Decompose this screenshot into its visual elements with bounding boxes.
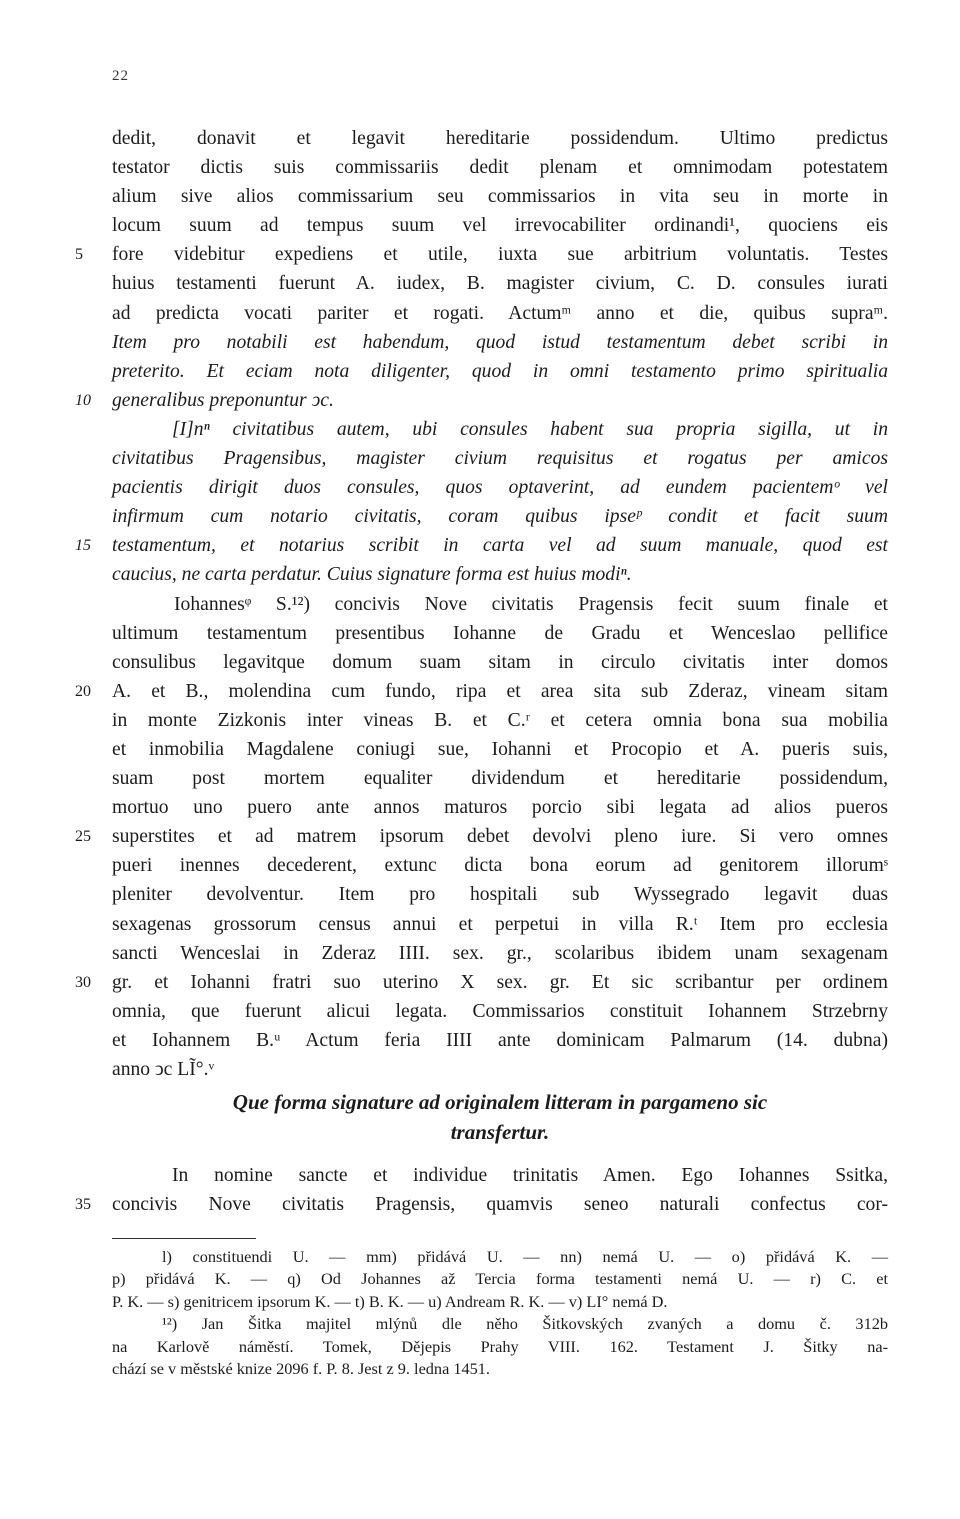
footnote-line: p) přidává K. — q) Od Johannes až Tercia forma testamenti nemá U. — r) C. et xyxy=(112,1269,888,1289)
footnotes xyxy=(112,1246,888,1380)
line-number: 5 xyxy=(75,246,83,264)
text-line xyxy=(112,182,888,211)
text-line xyxy=(75,968,888,997)
line-text: locum suum ad tempus suum vel irrevocabiliter ordinandi¹, quociens eis xyxy=(112,215,888,237)
main-text xyxy=(75,124,888,1084)
text-line xyxy=(75,1190,888,1219)
line-number: 35 xyxy=(75,1196,91,1214)
line-text: In nomine sancte et individue trinitatis Amen. Ego Iohannes Ssitka, xyxy=(172,1165,888,1186)
text-line xyxy=(112,706,888,735)
text-line xyxy=(112,997,888,1026)
footnote-line: ¹²) Jan Šitka majitel mlýnů dle něho Šitkovských zvaných a domu č. 312b xyxy=(162,1314,888,1334)
second-text-block xyxy=(75,1161,888,1219)
text-line xyxy=(112,619,888,648)
footnote-divider xyxy=(112,1238,256,1239)
line-text: caucius, ne carta perdatur. Cuius signature forma est huius modiⁿ. xyxy=(112,564,632,586)
footnote-line: chází se v městské knize 2096 f. P. 8. Jest z 9. ledna 1451. xyxy=(112,1358,491,1378)
text-line xyxy=(112,1161,888,1190)
line-number: 25 xyxy=(75,828,91,846)
line-number: 20 xyxy=(75,682,91,700)
text-line xyxy=(112,939,888,968)
line-text: sancti Wenceslai in Zderaz IIII. sex. gr., scolaribus ibidem unam sexagenam xyxy=(112,942,888,964)
line-text: Item pro notabili est habendum, quod istud testamentum debet scribi in xyxy=(112,331,888,353)
text-line xyxy=(112,473,888,502)
text-line xyxy=(112,590,888,619)
line-text: infirmum cum notario civitatis, coram quibus ipseᵖ condit et facit suum xyxy=(112,506,888,528)
text-line xyxy=(75,677,888,706)
line-text: suam post mortem equaliter dividendum et hereditarie possidendum, xyxy=(112,768,888,790)
line-text: et Iohannem B.ᵘ Actum feria IIII ante dominicam Palmarum (14. dubna) xyxy=(112,1029,888,1051)
line-number: 30 xyxy=(75,973,91,991)
text-line xyxy=(112,502,888,531)
line-text: mortuo uno puero ante annos maturos porcio sibi legata ad alios pueros xyxy=(112,797,888,819)
heading-line: transfertur. xyxy=(450,1120,550,1144)
line-text: superstites et ad matrem ipsorum debet devolvi pleno iure. Si vero omnes xyxy=(112,826,888,848)
line-text: alium sive alios commissarium seu commissarios in vita seu in morte in xyxy=(112,186,888,208)
text-line xyxy=(112,1026,888,1055)
text-line xyxy=(75,240,888,269)
line-text: Iohannesᵠ S.¹²) concivis Nove civitatis Pragensis fecit suum finale et xyxy=(174,593,888,615)
text-line xyxy=(112,269,888,298)
text-line xyxy=(112,793,888,822)
line-text: et inmobilia Magdalene coniugi sue, Iohanni et Procopio et A. pueris suis, xyxy=(112,738,888,760)
text-line xyxy=(112,648,888,677)
line-text: testamentum, et notarius scribit in carta vel ad suum manuale, quod est xyxy=(112,535,888,557)
text-line xyxy=(112,735,888,764)
line-text: in monte Zizkonis inter vineas B. et C.ʳ et cetera omnia bona sua mobilia xyxy=(112,709,888,731)
text-line xyxy=(112,328,888,357)
text-line xyxy=(112,153,888,182)
line-text: [I]nⁿ civitatibus autem, ubi consules habent sua propria sigilla, ut in xyxy=(172,418,888,440)
line-text: pueri inennes decederent, extunc dicta bona eorum ad genitorem illorumˢ xyxy=(112,855,888,877)
line-text: huius testamenti fuerunt A. iudex, B. magister civium, C. D. consules iurati xyxy=(112,273,888,295)
text-line xyxy=(112,910,888,939)
footnote-line: P. K. — s) genitricem ipsorum K. — t) B. K. — u) Andream R. K. — v) LI° nemá D. xyxy=(112,1291,668,1311)
line-number: 10 xyxy=(75,391,91,409)
footnote-line: na Karlově náměstí. Tomek, Dějepis Prahy VIII. 162. Testament J. Šitky na- xyxy=(112,1336,888,1356)
line-text: civitatibus Pragensibus, magister civium requisitus et rogatus per amicos xyxy=(112,448,888,470)
line-text: concivis Nove civitatis Pragensis, quamvis seneo naturali confectus cor- xyxy=(112,1194,888,1216)
text-line xyxy=(112,124,888,153)
text-line xyxy=(112,560,888,589)
text-line xyxy=(112,764,888,793)
text-line xyxy=(112,1055,888,1084)
heading-line: Que forma signature ad originalem litteram in pargameno sic xyxy=(232,1090,768,1114)
text-line xyxy=(112,415,888,444)
text-line xyxy=(75,531,888,560)
line-text: ultimum testamentum presentibus Iohanne de Gradu et Wenceslao pellifice xyxy=(112,622,888,644)
text-line xyxy=(112,299,888,328)
line-text: preterito. Et eciam nota diligenter, quod in omni testamento primo spiritualia xyxy=(112,360,888,382)
section-heading xyxy=(112,1087,888,1147)
line-text: ad predicta vocati pariter et rogati. Actumᵐ anno et die, quibus supraᵐ. xyxy=(112,302,888,324)
line-text: pacientis dirigit duos consules, quos optaverint, ad eundem pacientemᵒ vel xyxy=(112,477,888,499)
line-text: testator dictis suis commissariis dedit plenam et omnimodam potestatem xyxy=(112,157,888,179)
line-text: A. et B., molendina cum fundo, ripa et area sita sub Zderaz, vineam sitam xyxy=(112,680,888,702)
text-line xyxy=(112,851,888,880)
line-text: gr. et Iohanni fratri suo uterino X sex. gr. Et sic scribantur per ordinem xyxy=(112,971,888,993)
text-line xyxy=(112,880,888,909)
text-line xyxy=(112,211,888,240)
text-line xyxy=(112,357,888,386)
line-text: generalibus preponuntur ↄc. xyxy=(112,389,334,411)
text-line xyxy=(112,444,888,473)
line-number: 15 xyxy=(75,537,91,555)
line-text: dedit, donavit et legavit hereditarie possidendum. Ultimo predictus xyxy=(112,128,888,149)
line-text: pleniter devolventur. Item pro hospitali sub Wyssegrado legavit duas xyxy=(112,884,888,906)
text-line xyxy=(75,822,888,851)
line-text: fore videbitur expediens et utile, iuxta sue arbitrium voluntatis. Testes xyxy=(112,244,888,266)
line-text: sexagenas grossorum census annui et perpetui in villa R.ᵗ Item pro ecclesia xyxy=(112,913,888,935)
line-text: anno ↄc LĨ°.ᵛ xyxy=(112,1059,215,1080)
line-text: omnia, que fuerunt alicui legata. Commissarios constituit Iohannem Strzebrny xyxy=(112,1000,888,1022)
footnote-line: l) constituendi U. — mm) přidává U. — nn) nemá U. — o) přidává K. — xyxy=(162,1247,888,1266)
text-line xyxy=(75,386,888,415)
line-text: consulibus legavitque domum suam sitam in circulo civitatis inter domos xyxy=(112,651,888,673)
page-number: 22 xyxy=(112,68,129,84)
